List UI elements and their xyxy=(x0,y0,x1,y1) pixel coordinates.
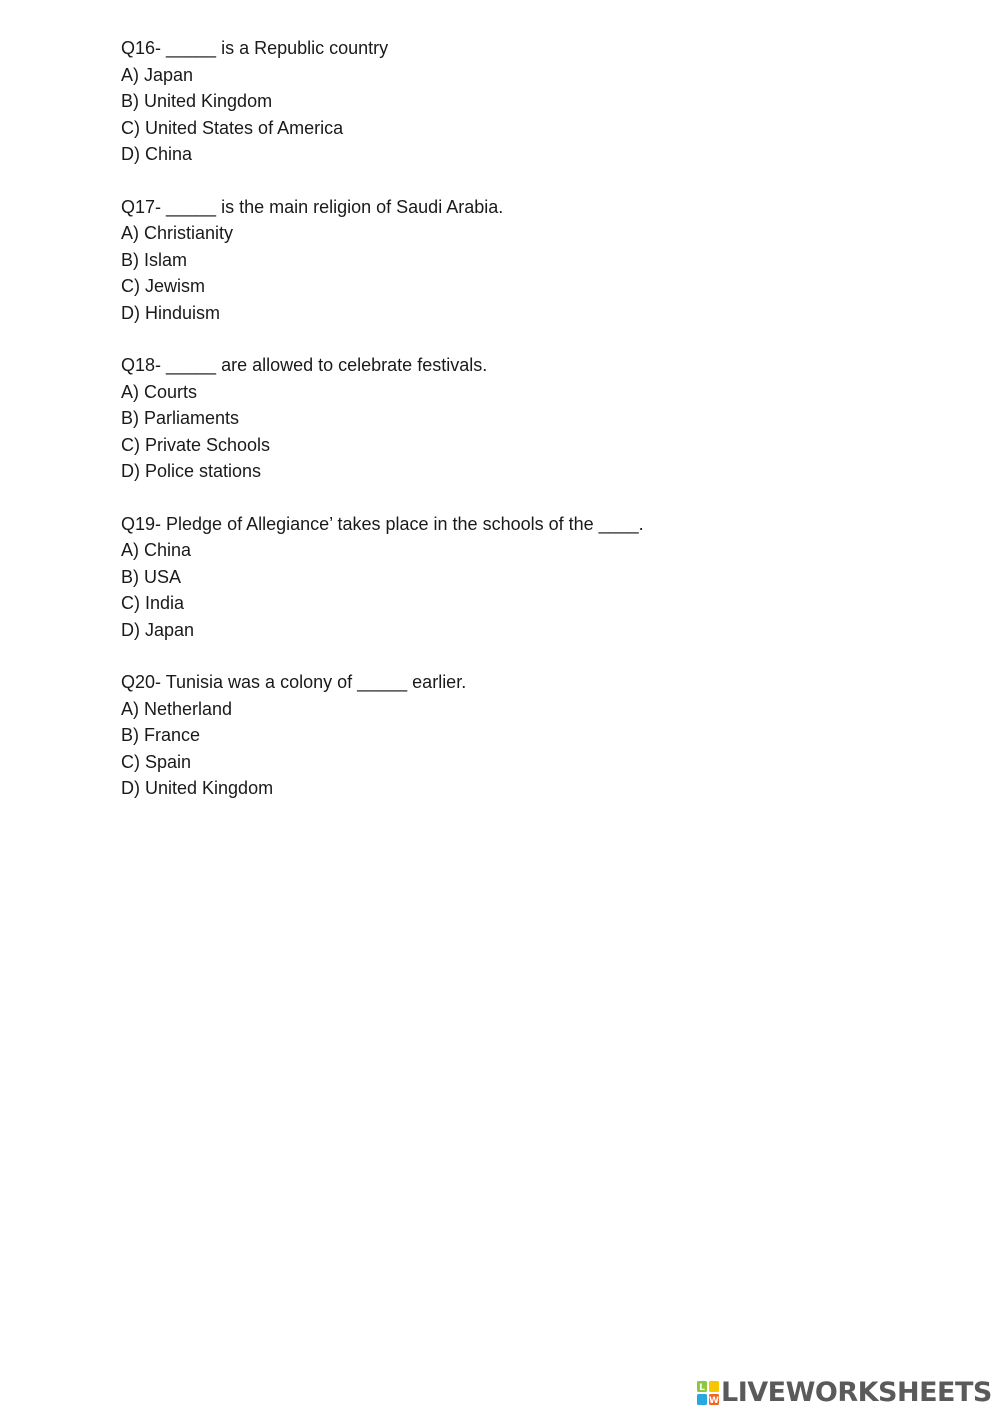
brand-name: LIVEWORKSHEETS xyxy=(721,1377,992,1408)
question-q17 xyxy=(121,194,881,327)
question-q19 xyxy=(121,511,881,644)
question-q20 xyxy=(121,669,881,802)
answer-option[interactable]: A) Christianity xyxy=(121,223,234,243)
answer-option[interactable]: D) Hinduism xyxy=(121,302,221,323)
answer-option[interactable]: B) USA xyxy=(121,566,182,587)
answer-option[interactable]: B) United Kingdom xyxy=(121,91,273,111)
question-prompt: Q17- _____ is the main religion of Saudi Arabia. xyxy=(121,196,504,217)
answer-option[interactable]: A) Japan xyxy=(121,64,194,85)
question-prompt: Q19- Pledge of Allegiance’ takes place in the schools of the ____. xyxy=(121,513,644,534)
question-q16 xyxy=(121,35,881,168)
answer-option[interactable]: C) United States of America xyxy=(121,117,344,138)
answer-option[interactable]: D) China xyxy=(121,144,193,164)
answer-option[interactable]: D) Police stations xyxy=(121,461,262,481)
question-prompt: Q18- _____ are allowed to celebrate festivals. xyxy=(121,355,488,375)
answer-option[interactable]: B) France xyxy=(121,725,201,745)
answer-option[interactable]: D) Japan xyxy=(121,619,195,640)
question-q18 xyxy=(121,352,881,485)
answer-option[interactable]: A) Courts xyxy=(121,381,198,402)
answer-option[interactable]: D) United Kingdom xyxy=(121,778,274,798)
answer-option[interactable]: A) China xyxy=(121,540,192,560)
answer-option[interactable]: B) Parliaments xyxy=(121,408,240,428)
question-prompt: Q20- Tunisia was a colony of _____ earlier. xyxy=(121,672,467,692)
svg-text:L: L xyxy=(699,1383,705,1393)
svg-text:W: W xyxy=(709,1396,719,1406)
answer-option[interactable]: C) India xyxy=(121,593,185,613)
answer-option[interactable]: A) Netherland xyxy=(121,698,233,719)
answer-option[interactable]: C) Spain xyxy=(121,751,192,772)
liveworksheets-brand[interactable] xyxy=(697,1377,992,1409)
answer-option[interactable]: C) Jewism xyxy=(121,276,205,296)
worksheet xyxy=(121,35,881,828)
answer-option[interactable]: B) Islam xyxy=(121,249,188,270)
answer-option[interactable]: C) Private Schools xyxy=(121,434,271,455)
question-prompt: Q16- _____ is a Republic country xyxy=(121,38,389,58)
liveworksheets-logo-icon xyxy=(697,1380,719,1406)
